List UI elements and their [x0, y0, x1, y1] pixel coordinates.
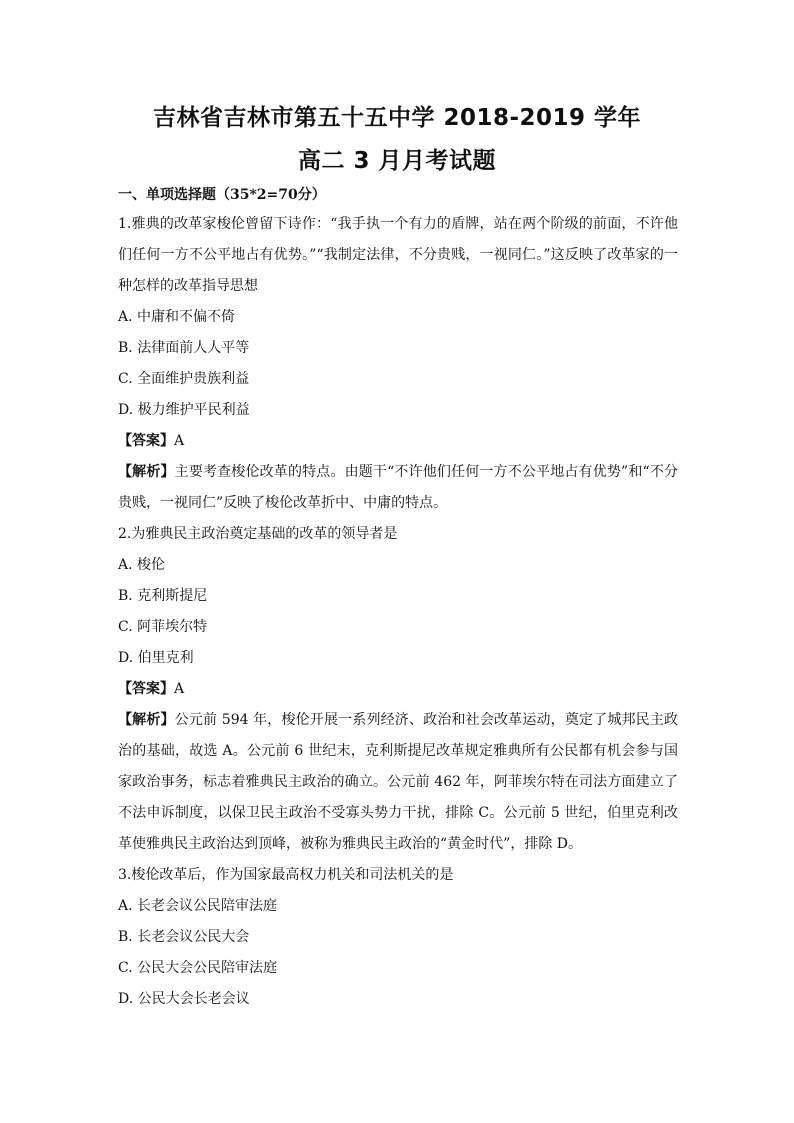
question-2-analysis: [118, 705, 678, 860]
question-1-option-b: B. 法律面前人人平等: [118, 340, 250, 356]
question-3-stem: 3.梭伦改革后，作为国家最高权力机关和司法机关的是: [118, 867, 454, 883]
question-2-option-c: C. 阿菲埃尔特: [118, 619, 208, 635]
question-3-option-c: C. 公民大会公民陪审法庭: [118, 960, 278, 976]
question-1-analysis-text: 主要考查梭伦改革的特点。由题干“不许他们任何一方不公平地占有优势”和“不分贵贱，一视同仁”反映了梭伦改革折中、中庸的特点。: [118, 464, 678, 511]
question-1-stem: 1.雅典的改革家梭伦曾留下诗作：“我手执一个有力的盾牌，站在两个阶级的前面，不许他们任何一方不公平地占有优势。”“我制定法律，不分贵贱，一视同仁。”这反映了改革家的一种怎样的改革指导思想: [118, 216, 678, 294]
question-2-answer-value: A: [174, 681, 185, 697]
section-heading: 一、单项选择题（35*2=70分）: [118, 187, 326, 203]
question-2-analysis-text: 公元前 594 年，梭伦开展一系列经济、政治和社会改革运动，奠定了城邦民主政治的基础，故选 A。公元前 6 世纪末，克利斯提尼改革规定雅典所有公民都有机会参与国家政治事务，标志着雅典民主政治的确立。公元前 462 年，阿菲埃尔特在司法方面建立了不法申诉制度，以保卫民主政治不受寡头势力干扰，排除 C。公元前 5 世纪，伯里克利改革使雅典民主政治达到顶峰，被称为雅典民主政治的“黄金时代”，排除 D。: [118, 712, 678, 852]
question-1-answer: [118, 426, 678, 457]
question-2-stem: 2.为雅典民主政治奠定基础的改革的领导者是: [118, 526, 398, 542]
question-1-option-d: D. 极力维护平民利益: [118, 402, 250, 418]
question-1-option-c: C. 全面维护贵族利益: [118, 371, 250, 387]
document-title-line1: 吉林省吉林市第五十五中学 2018-2019 学年: [152, 105, 642, 131]
question-2-option-a: A. 梭伦: [118, 557, 166, 573]
analysis-label: 【解析】: [118, 712, 175, 728]
question-1-answer-value: A: [174, 433, 185, 449]
document-content: [118, 182, 678, 1015]
question-3-option-a: A. 长老会议公民陪审法庭: [118, 898, 278, 914]
question-2-option-d: D. 伯里克利: [118, 650, 194, 666]
analysis-label: 【解析】: [118, 464, 175, 480]
answer-label: 【答案】: [118, 433, 174, 449]
question-1-option-a: A. 中庸和不偏不倚: [118, 309, 236, 325]
document-title-line2: 高二 3 月月考试题: [297, 148, 497, 174]
question-2-option-b: B. 克利斯提尼: [118, 588, 208, 604]
question-3-option-b: B. 长老会议公民大会: [118, 929, 250, 945]
question-1-analysis: [118, 457, 678, 519]
answer-label: 【答案】: [118, 681, 174, 697]
question-2-answer: [118, 674, 678, 705]
question-3-option-d: D. 公民大会长老会议: [118, 991, 250, 1007]
